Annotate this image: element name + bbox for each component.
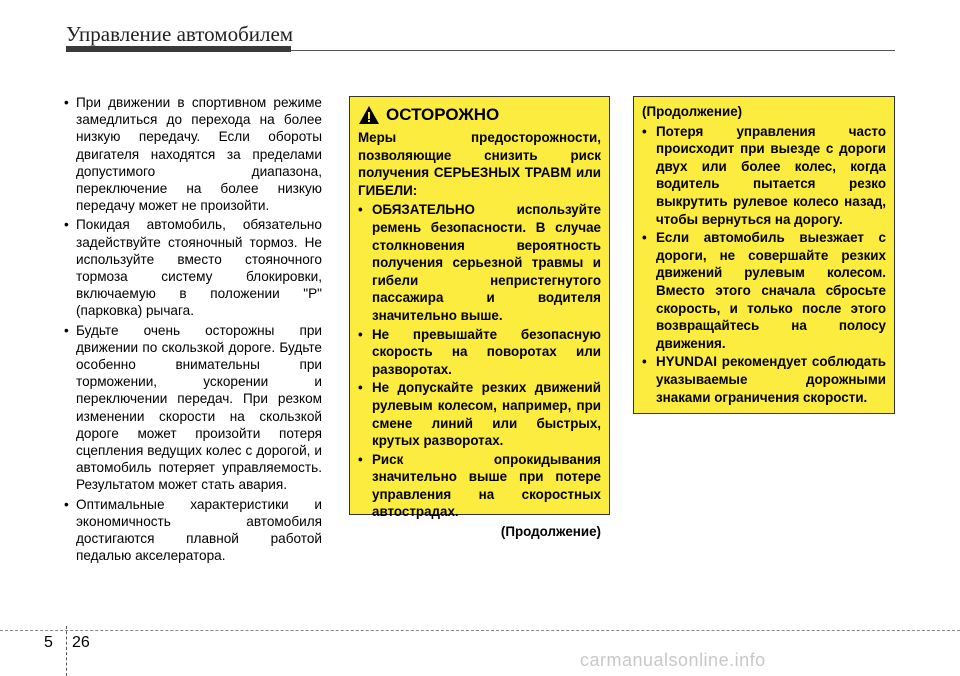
header-rule — [291, 50, 895, 51]
continued-heading: (Продолжение) — [642, 104, 743, 119]
warning-box — [349, 96, 610, 540]
section-number: 5 — [44, 634, 53, 651]
section-title: Управление автомобилем — [66, 22, 294, 46]
list-item: • HYUNDAI рекомендует соблюдать указываемые дорожными знаками ограничения скорости. — [642, 353, 886, 406]
bullet-list — [64, 94, 322, 564]
warning-list — [642, 123, 886, 407]
header-bar — [66, 46, 291, 52]
warning-triangle-icon — [358, 105, 380, 125]
list-item: • Не допускайте резких движений рулевым колесом, например, при смене линий или быстрых, крутых разворотах. — [358, 379, 601, 449]
warning-intro: Меры предосторожности, позволяющие снизить риск получения СЕРЬЕЗНЫХ ТРАВМ или ГИБЕЛИ: — [358, 130, 601, 198]
continued-label: (Продолжение) — [500, 524, 601, 540]
list-item: • Не превышайте безопасную скорость на поворотах или разворотах. — [358, 326, 601, 379]
list-item: • Если автомобиль выезжает с дороги, не совершайте резких движений рулевым колесом. Вместо этого сначала сбросьте скорость, и только после этого возвращайтесь на полосу движения. — [642, 229, 886, 352]
warning-continued-box — [633, 96, 895, 414]
left-column — [64, 94, 322, 566]
list-item: • При движении в спортивном режиме замедлиться до перехода на более низкую передачу. Если обороты двигателя находятся за пределами допустимого диапазона, переключение на более низкую передачу может не произойти. — [64, 94, 322, 214]
warning-title-text: ОСТОРОЖНО — [386, 105, 500, 125]
footer-divider — [66, 626, 68, 676]
warning-list — [358, 201, 601, 521]
list-item: • Потеря управления часто происходит при выезде с дороги двух или более колес, когда водитель пытается резко выкрутить рулевое колесо назад, чтобы вернуться на дорогу. — [642, 123, 886, 229]
watermark: carmanualsonline.info — [580, 650, 766, 670]
list-item: • ОБЯЗАТЕЛЬНО используйте ремень безопасности. В случае столкновения вероятность получения серьезной травмы и гибели непристегнутого пассажира и водителя значительно выше. — [358, 201, 601, 324]
list-item: • Покидая автомобиль, обязательно задействуйте стояночный тормоз. Не используйте вместо стояночного тормоза систему блокировки, включаемую в положении "P" (парковка) рычага. — [64, 216, 322, 319]
list-item: • Оптимальные характеристики и экономичность автомобиля достигаются плавной работой педалью акселератора. — [64, 496, 322, 565]
list-item: • Будьте очень осторожны при движении по скользкой дороге. Будьте особенно внимательны при торможении, ускорении и переключении передач. При резком изменении скорости на скользкой дороге может произойти потеря сцепления ведущих колес с дорогой, и автомобиль потеряет управляемость. Результатом может стать авария. — [64, 322, 322, 494]
list-item: • Риск опрокидывания значительно выше при потере управления на скоростных автострадах. — [358, 451, 601, 521]
warning-title — [358, 105, 601, 125]
footer-rule — [0, 630, 960, 631]
page-number: 26 — [72, 634, 90, 651]
